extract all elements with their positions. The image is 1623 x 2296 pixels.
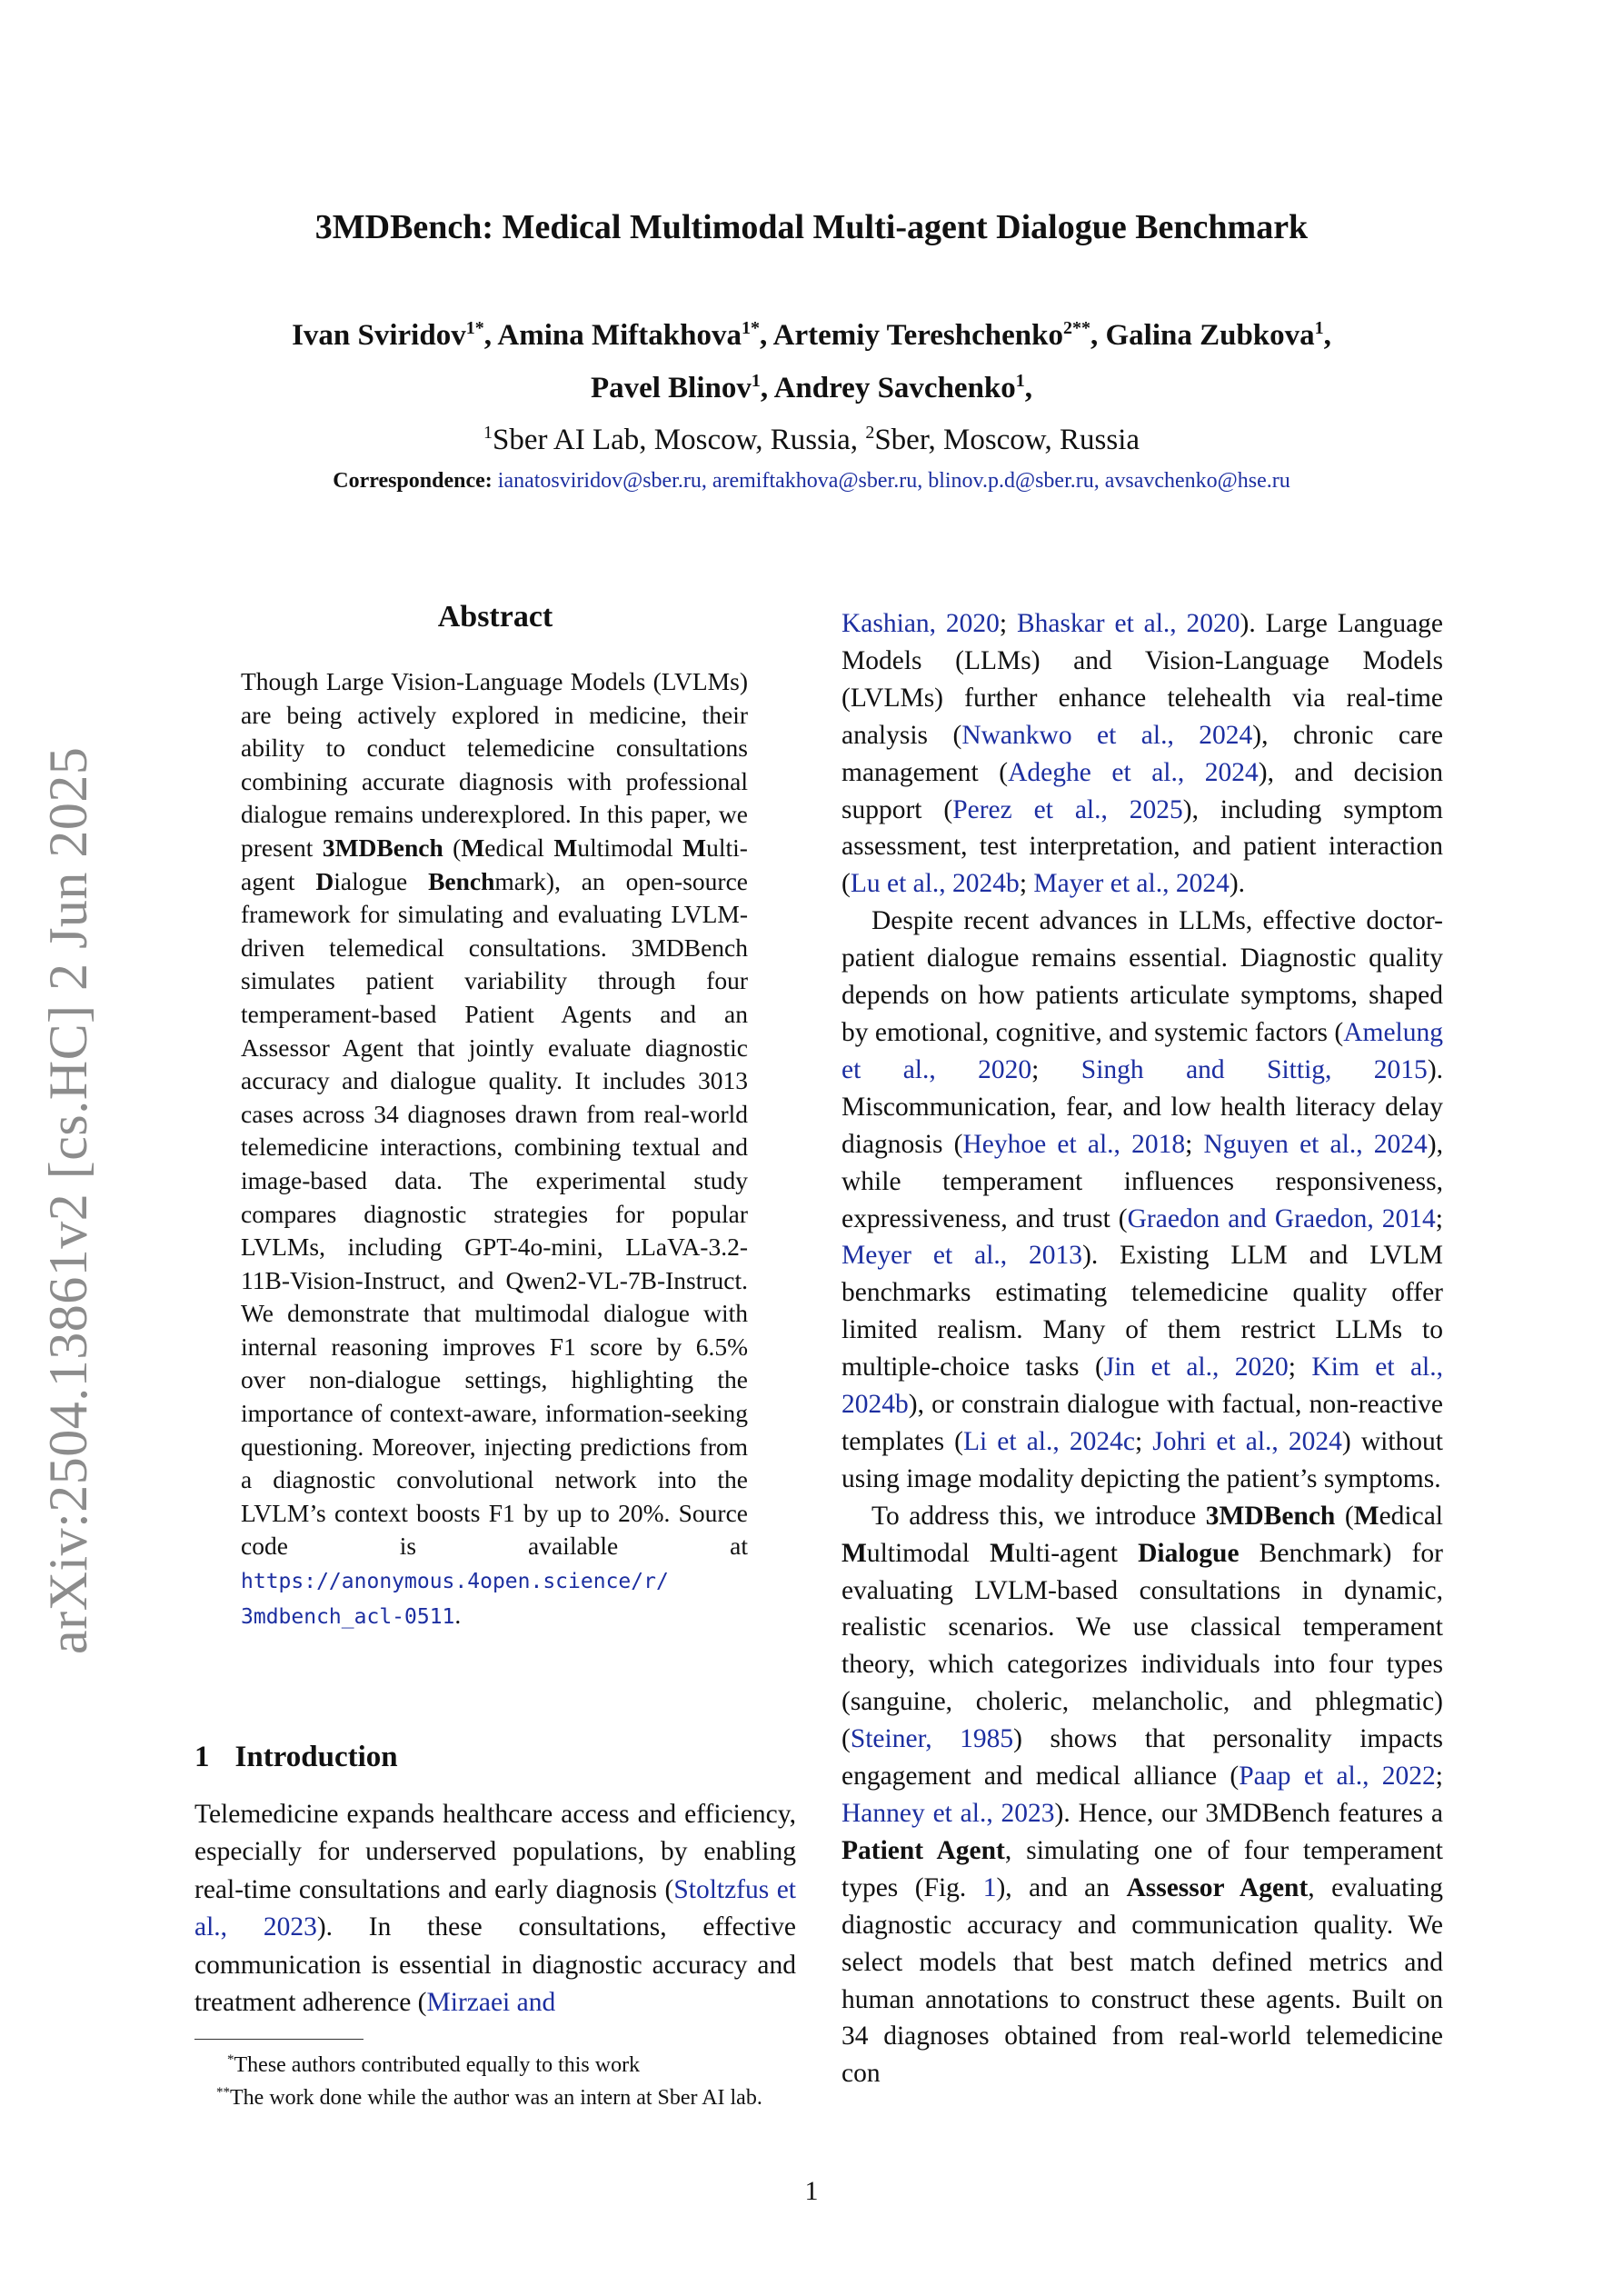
author-affil-mark: 1* bbox=[465, 318, 484, 338]
intro-paragraph bbox=[194, 1796, 796, 2021]
citation-link[interactable]: Paap et al., 2022 bbox=[1239, 1762, 1436, 1792]
body-text: ; bbox=[1435, 1762, 1443, 1792]
abstract-text: ( bbox=[443, 833, 462, 862]
author-affil-mark: 2** bbox=[1062, 318, 1090, 338]
acronym-letter: M bbox=[461, 833, 485, 862]
body-text: ). Existing LLM and LVLM benchmarks estimating telemedicine quality offer limited realism. Many of them restrict LLMs to multiple-choice tasks ( bbox=[841, 1241, 1443, 1383]
correspondence bbox=[0, 469, 1623, 494]
footnote-2 bbox=[194, 2079, 796, 2111]
body-text: ). Large Language Models (LLMs) and Vision-Language Models (LVLMs) further enhance telehealth via real-time analysis ( bbox=[841, 609, 1444, 750]
author-separator: , bbox=[1090, 319, 1106, 352]
section-title: Introduction bbox=[234, 1741, 398, 1773]
correspondence-emails[interactable]: ianatosviridov@sber.ru, aremiftakhova@sber.ru, blinov.p.d@sber.ru, avsavchenko@hse.ru bbox=[497, 469, 1290, 493]
author-name: Ivan Sviridov bbox=[292, 319, 466, 352]
citation-link[interactable]: Meyer et al., 2013 bbox=[841, 1241, 1083, 1271]
acronym-letter: M bbox=[841, 1538, 867, 1568]
author-affil-mark: 1 bbox=[751, 371, 761, 391]
acronym-letter: Bench bbox=[428, 866, 495, 895]
body-text: ), chronic care management ( bbox=[841, 720, 1443, 787]
author-affil-mark: 1 bbox=[1314, 318, 1324, 338]
body-text: ( bbox=[1335, 1501, 1354, 1531]
affiliation-1: Sber AI Lab, Moscow, Russia, bbox=[492, 424, 866, 456]
author-separator: , bbox=[483, 319, 498, 352]
body-text: ), and decision support ( bbox=[841, 757, 1443, 824]
patient-agent-term: Patient Agent bbox=[841, 1835, 1005, 1865]
acronym-letter: M bbox=[553, 833, 578, 862]
citation-link[interactable]: Hanney et al., 2023 bbox=[841, 1799, 1055, 1828]
body-text: To address this, we introduce bbox=[871, 1501, 1206, 1531]
footnote-text: The work done while the author was an intern at Sber AI lab. bbox=[230, 2086, 762, 2110]
author-separator: , bbox=[1323, 319, 1331, 352]
body-text: ), including symptom assessment, test interpretation, and patient interaction ( bbox=[841, 794, 1444, 899]
footnote-mark: ** bbox=[216, 2085, 230, 2100]
source-code-link[interactable]: https://anonymous.4open.science/r/ 3mdbench_acl-0511 bbox=[241, 1570, 669, 1629]
benchmark-name: 3MDBench bbox=[1205, 1501, 1336, 1531]
assessor-agent-term: Assessor Agent bbox=[1126, 1872, 1309, 1902]
acronym-letter: D bbox=[315, 866, 334, 895]
abstract-text: Though Large Vision-Language Models (LVLMs) are being actively explored in medicine, their ability to conduct telemedicine consultations combining accurate diagnosis with professional dialogue remains underexplored. In this paper, we present bbox=[241, 667, 748, 862]
citation-link[interactable]: Nguyen et al., 2024 bbox=[1203, 1129, 1428, 1159]
citation-link[interactable]: Jin et al., 2020 bbox=[1103, 1353, 1289, 1383]
body-text: ), and an bbox=[996, 1872, 1127, 1902]
correspondence-label: Correspondence: bbox=[333, 469, 493, 493]
citation-link[interactable]: Mirzaei and bbox=[426, 1988, 556, 2018]
body-text: ; bbox=[1019, 869, 1034, 899]
body-text: ), or constrain dialogue with factual, non-reactive templates ( bbox=[841, 1390, 1443, 1456]
body-text: ) shows that personality impacts engagement and medical alliance ( bbox=[841, 1724, 1443, 1792]
body-text: ) without using image modality depicting the patient’s symptoms. bbox=[841, 1426, 1443, 1493]
section-heading bbox=[194, 1741, 398, 1774]
author-separator: , bbox=[759, 319, 773, 352]
citation-link[interactable]: Singh and Sittig, 2015 bbox=[1080, 1054, 1428, 1084]
body-text: edical bbox=[1379, 1501, 1444, 1531]
paragraph-continued bbox=[841, 605, 1443, 903]
author-line-1 bbox=[0, 305, 1623, 358]
acronym-letter: M bbox=[682, 833, 707, 862]
footnote-1 bbox=[194, 2046, 796, 2079]
body-text: Telemedicine expands healthcare access and efficiency, especially for underserved populations, by enabling real-time consultations and early diagnosis ( bbox=[194, 1800, 796, 1904]
citation-link[interactable]: Steiner, 1985 bbox=[850, 1724, 1014, 1754]
abstract-text: ialogue bbox=[334, 866, 429, 895]
citation-link[interactable]: Nwankwo et al., 2024 bbox=[961, 720, 1253, 750]
citation-link[interactable]: Kim et al., 2024b bbox=[841, 1353, 1443, 1420]
author-line-2 bbox=[0, 358, 1623, 411]
author-list bbox=[0, 305, 1623, 411]
body-text: ulti-agent bbox=[1014, 1538, 1139, 1568]
citation-link[interactable]: Lu et al., 2024b bbox=[850, 869, 1020, 899]
author-affil-mark: 1* bbox=[741, 318, 760, 338]
right-column bbox=[841, 605, 1443, 2092]
body-text: ). bbox=[1229, 869, 1246, 899]
affil-mark: 1 bbox=[483, 423, 493, 443]
author-name: Andrey Savchenko bbox=[773, 372, 1016, 404]
author-name: Pavel Blinov bbox=[590, 372, 752, 404]
affil-mark: 2 bbox=[865, 423, 875, 443]
author-affil-mark: 1 bbox=[1015, 371, 1025, 391]
abstract-text: ultimodal bbox=[577, 833, 683, 862]
abstract-text: . bbox=[454, 1600, 462, 1629]
citation-link[interactable]: Adeghe et al., 2024 bbox=[1008, 757, 1259, 787]
citation-link[interactable]: Johri et al., 2024 bbox=[1152, 1426, 1342, 1456]
affiliation-2: Sber, Moscow, Russia bbox=[874, 424, 1140, 456]
author-separator: , bbox=[760, 372, 774, 404]
body-text: ; bbox=[1031, 1054, 1081, 1084]
body-text: ). Miscommunication, fear, and low health literacy delay diagnosis ( bbox=[841, 1054, 1444, 1159]
paragraph bbox=[841, 1498, 1443, 2093]
affiliations bbox=[0, 423, 1623, 457]
body-text: ; bbox=[1185, 1129, 1204, 1159]
footnotes bbox=[194, 2046, 796, 2111]
section-number: 1 bbox=[194, 1741, 210, 1773]
paragraph bbox=[841, 903, 1443, 1498]
citation-link[interactable]: Stoltzfus et al., 2023 bbox=[194, 1874, 796, 1942]
benchmark-name: 3MDBench bbox=[322, 833, 443, 862]
author-name: Amina Miftakhova bbox=[497, 319, 742, 352]
body-text: Benchmark) for evaluating LVLM-based consultations in dynamic, realistic scenarios. We use classical temperament theory, which categorizes individuals into four types (sanguine, choleric, melancholic, and phlegmatic) ( bbox=[841, 1538, 1444, 1754]
body-text: ; bbox=[1134, 1426, 1153, 1456]
body-text: ; bbox=[1435, 1203, 1443, 1233]
citation-link[interactable]: Amelung et al., 2020 bbox=[841, 1017, 1443, 1084]
abstract-text: edical bbox=[484, 833, 554, 862]
author-name: Galina Zubkova bbox=[1105, 319, 1315, 352]
citation-link[interactable]: Graedon and Graedon, 2014 bbox=[1127, 1203, 1436, 1233]
acronym-letter: M bbox=[990, 1538, 1015, 1568]
arxiv-stamp: arXiv:2504.13861v2 [cs.HC] 2 Jun 2025 bbox=[38, 746, 98, 1654]
body-text: ; bbox=[999, 609, 1017, 638]
body-text: ), while temperament influences responsiveness, expressiveness, and trust ( bbox=[841, 1129, 1443, 1233]
acronym-letter: Dialogue bbox=[1138, 1538, 1240, 1568]
abstract-text: mark), an open-source framework for simulating and evaluating LVLM-driven telemedical consultations. 3MDBench simulates patient variability through four temperament-based Patient Agents and an Assessor Agent that jointly evaluate diagnostic accuracy and dialogue quality. It includes 3013 cases across 34 diagnoses drawn from real-world telemedicine interactions, combining textual and image-based data. The experimental study compares diagnostic strategies for popular LVLMs, including GPT-4o-mini, LLaVA-3.2-11B-Vision-Instruct, and Qwen2-VL-7B-Instruct. We demonstrate that multimodal dialogue with internal reasoning improves F1 score by 6.5% over non-dialogue settings, highlighting the importance of context-aware, information-seeking questioning. Moreover, injecting predictions from a diagnostic convolutional network into the LVLM’s context boosts F1 by up to 20%. Source code is available at bbox=[241, 866, 748, 1561]
citation-link[interactable]: Mayer et al., 2024 bbox=[1033, 869, 1230, 899]
citation-link[interactable]: Heyhoe et al., 2018 bbox=[962, 1129, 1186, 1159]
citation-link[interactable]: Perez et al., 2025 bbox=[952, 794, 1183, 824]
body-text: ). In these consultations, effective communication is essential in diagnostic accuracy and treatment adherence ( bbox=[194, 1912, 797, 2018]
body-text: ultimodal bbox=[866, 1538, 991, 1568]
body-text: , simulating one of four temperament types (Fig. bbox=[841, 1835, 1443, 1902]
citation-link[interactable]: Bhaskar et al., 2020 bbox=[1016, 609, 1240, 638]
paper-title: 3MDBench: Medical Multimodal Multi-agent Dialogue Benchmark bbox=[314, 208, 1309, 246]
author-separator: , bbox=[1024, 372, 1033, 404]
citation-link[interactable]: Kashian, 2020 bbox=[841, 609, 1000, 638]
body-text: Despite recent advances in LLMs, effective doctor-patient dialogue remains essential. Diagnostic quality depends on how patients articulate symptoms, shaped by emotional, cognitive, and systemic factors ( bbox=[841, 906, 1443, 1047]
footnote-text: These authors contributed equally to this work bbox=[234, 2053, 641, 2077]
acronym-letter: M bbox=[1353, 1501, 1379, 1531]
abstract-body bbox=[241, 665, 748, 1633]
page-number: 1 bbox=[804, 2176, 819, 2206]
footnote-rule bbox=[194, 2039, 363, 2040]
body-text: ). Hence, our 3MDBench features a bbox=[1054, 1799, 1443, 1828]
author-name: Artemiy Tereshchenko bbox=[772, 319, 1063, 352]
abstract-text: ulti-agent bbox=[241, 833, 748, 895]
abstract-heading: Abstract bbox=[437, 600, 553, 634]
body-text: , evaluating diagnostic accuracy and communication quality. We select models that best match defined metrics and human annotations to construct these agents. Built on 34 diagnoses obtained from real-world telemedicine con bbox=[841, 1872, 1443, 2089]
figure-reference-link[interactable]: 1 bbox=[982, 1872, 997, 1902]
body-text: ; bbox=[1288, 1353, 1312, 1383]
citation-link[interactable]: Li et al., 2024c bbox=[962, 1426, 1135, 1456]
footnote-mark: * bbox=[227, 2052, 234, 2067]
